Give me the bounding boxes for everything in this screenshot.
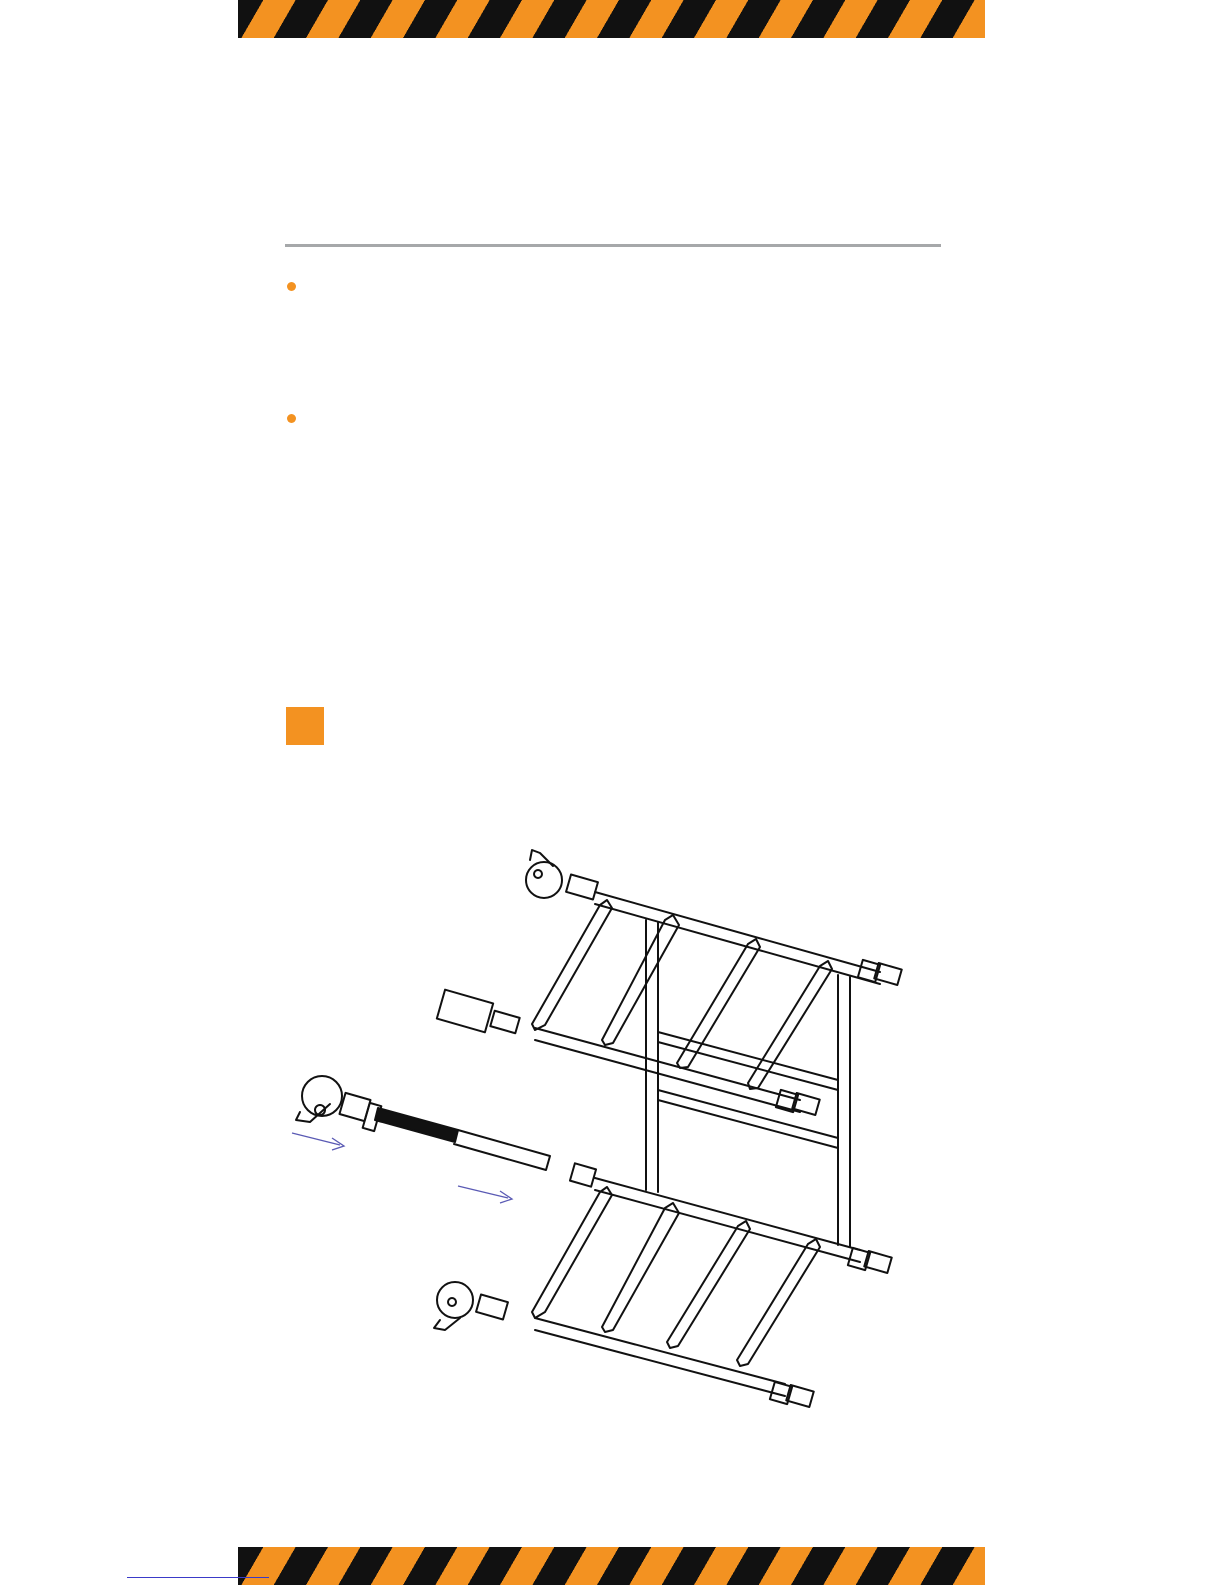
scaffold-assembly-illustration — [280, 840, 940, 1440]
adjustable-leg-with-caster — [296, 1076, 550, 1170]
step-marker-icon — [286, 707, 324, 745]
top-hazard-stripe — [238, 0, 985, 38]
lower-ladder-frame — [434, 1163, 892, 1407]
bottom-hazard-stripe — [238, 1547, 985, 1585]
link-underline[interactable] — [127, 1577, 269, 1578]
direction-arrow-icon — [458, 1186, 512, 1203]
direction-arrow-icon — [292, 1133, 344, 1150]
bullet-dot-icon — [287, 414, 296, 423]
bullet-dot-icon — [287, 282, 296, 291]
upper-ladder-frame — [437, 850, 902, 1115]
section-divider — [285, 244, 941, 247]
